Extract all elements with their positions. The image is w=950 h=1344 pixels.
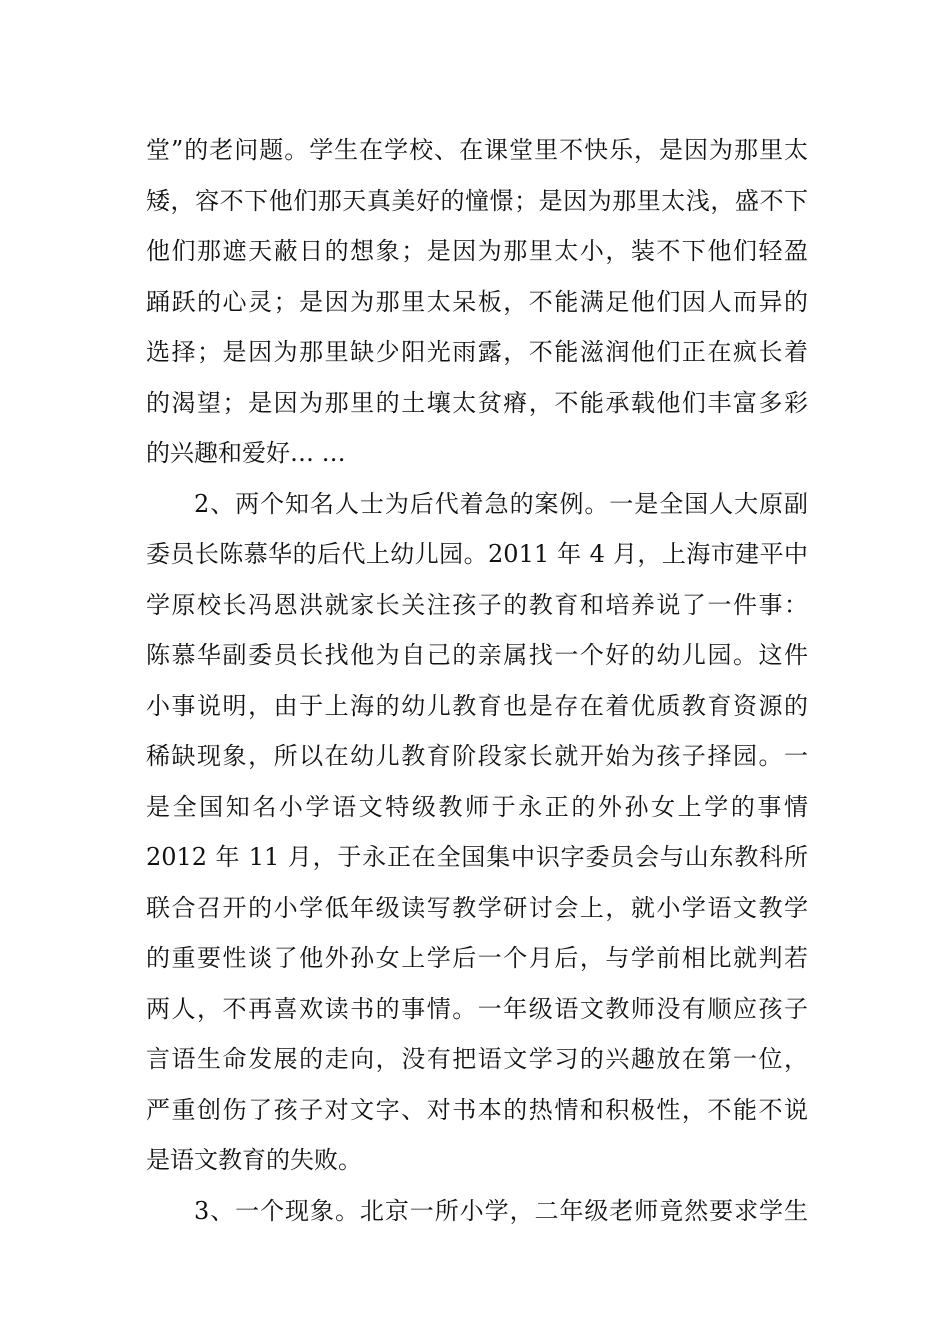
paragraph-start-line: 2、两个知名人士为后代着急的案例。一是全国人大原副 bbox=[194, 489, 808, 518]
text-line: 是语文教育的失败。 bbox=[146, 1146, 362, 1174]
text-line: 的渴望；是因为那里的土壤太贫瘠，不能承载他们丰富多彩 bbox=[146, 388, 808, 417]
text-line: 陈慕华副委员长找他为自己的亲属找一个好的幼儿园。这件 bbox=[146, 641, 808, 669]
text-line: 矮，容不下他们那天真美好的憧憬；是因为那里太浅，盛不下 bbox=[146, 186, 808, 215]
text-line: 稀缺现象，所以在幼儿教育阶段家长就开始为孩子择园。一 bbox=[146, 742, 808, 770]
text-line: 言语生命发展的走向，没有把语文学习的兴趣放在第一位， bbox=[146, 1045, 808, 1073]
text-line: 的重要性谈了他外孙女上学后一个月后，与学前相比就判若 bbox=[146, 944, 808, 972]
text-line: 的兴趣和爱好… … bbox=[146, 439, 346, 467]
text-line: 两人，不再喜欢读书的事情。一年级语文教师没有顺应孩子 bbox=[146, 994, 808, 1023]
text-line: 堂”的老问题。学生在学校、在课堂里不快乐，是因为那里太 bbox=[146, 136, 808, 164]
text-line: 是全国知名小学语文特级教师于永正的外孙女上学的事情 bbox=[146, 792, 808, 821]
text-line: 学原校长冯恩洪就家长关注孩子的教育和培养说了一件事： bbox=[146, 590, 808, 619]
text-line: 严重创伤了孩子对文字、对书本的热情和积极性，不能不说 bbox=[146, 1095, 808, 1124]
text-line: 小事说明，由于上海的幼儿教育也是存在着优质教育资源的 bbox=[146, 691, 808, 720]
text-line: 选择；是因为那里缺少阳光雨露，不能滋润他们正在疯长着 bbox=[146, 338, 808, 366]
text-line: 联合召开的小学低年级读写教学研讨会上，就小学语文教学 bbox=[146, 893, 808, 922]
text-line: 委员长陈慕华的后代上幼儿园。2011 年 4 月，上海市建平中 bbox=[146, 540, 808, 568]
text-line: 2012 年 11 月，于永正在全国集中识字委员会与山东教科所 bbox=[146, 843, 808, 871]
paragraph-start-line: 3、一个现象。北京一所小学，二年级老师竟然要求学生 bbox=[194, 1196, 808, 1225]
document-body bbox=[146, 125, 808, 1236]
text-line: 他们那遮天蔽日的想象；是因为那里太小，装不下他们轻盈 bbox=[146, 237, 808, 265]
text-line: 踊跃的心灵；是因为那里太呆板，不能满足他们因人而异的 bbox=[146, 287, 808, 316]
